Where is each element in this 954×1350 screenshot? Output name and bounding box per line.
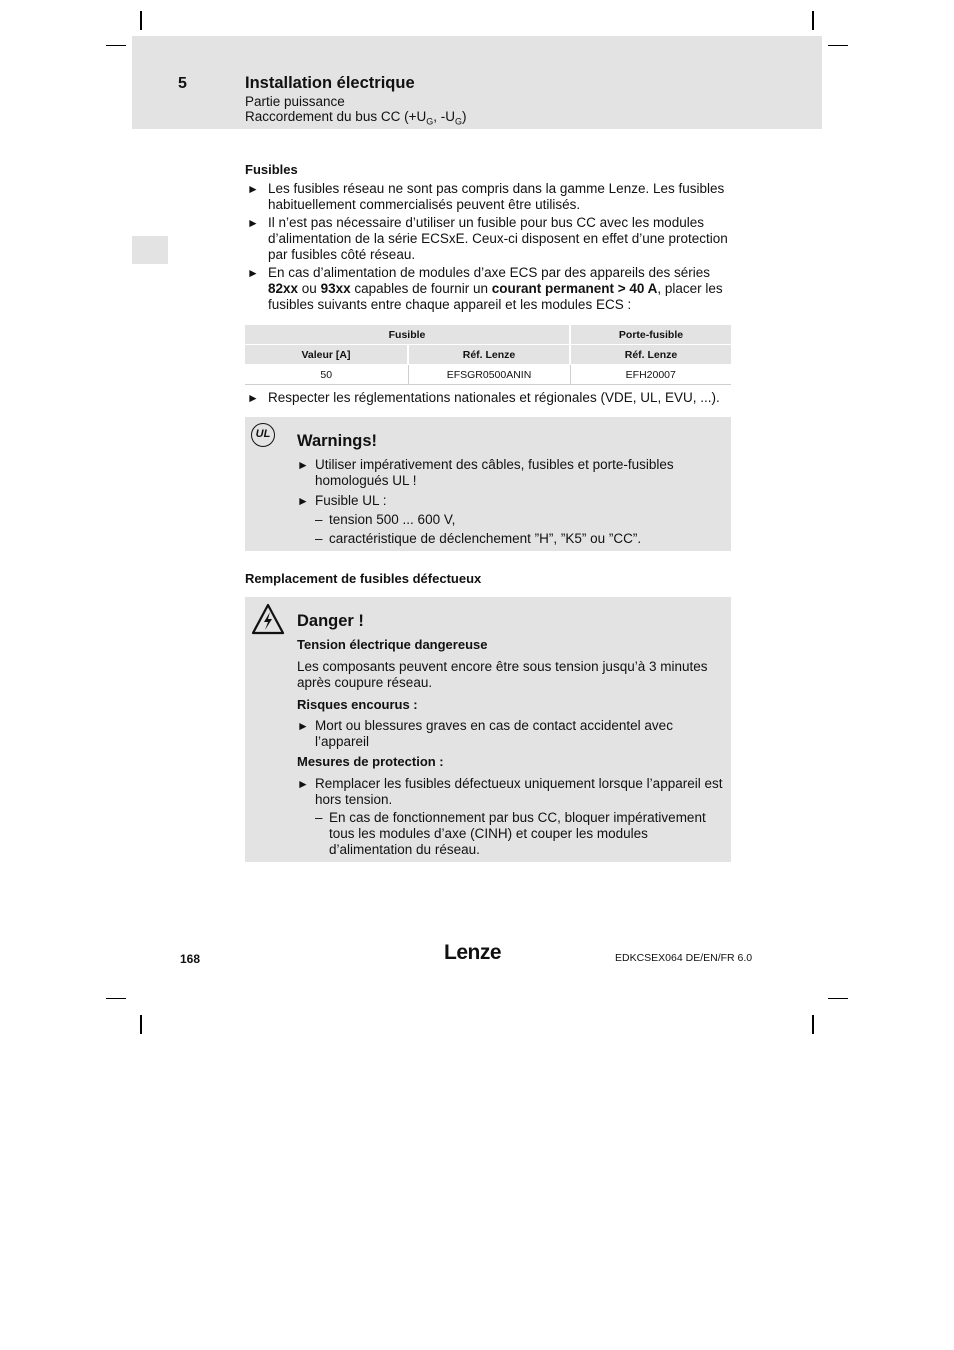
bullet-arrow-icon: ► (247, 391, 259, 405)
list-subitem: – caractéristique de déclenchement ”H”, ”K5” ou ”CC”. (315, 531, 642, 546)
crop-mark (828, 998, 848, 999)
lenze-logo: Lenze (444, 941, 502, 964)
list-item: ► Mort ou blessures graves en cas de contact accidentel avec l’appareil (297, 718, 673, 749)
list-item: ► En cas d’alimentation de modules d’axe ECS par des appareils des séries 82xx ou 93xx capables de fournir un courant permanent > 40 A, placer les fusibles suivants entre chaque appareil et les modules ECS : (247, 265, 723, 312)
fusibles-list-2 (245, 390, 731, 408)
table-cell: 50 (245, 365, 408, 385)
fusibles-heading: Fusibles (245, 162, 298, 177)
warnings-content (297, 457, 727, 550)
header-band (132, 36, 822, 129)
crop-mark (106, 45, 126, 46)
remplacement-heading: Remplacement de fusibles défectueux (245, 571, 482, 586)
bullet-arrow-icon: ► (247, 216, 259, 230)
fuse-table (245, 325, 731, 385)
bullet-arrow-icon: ► (297, 494, 309, 508)
crop-mark (140, 1015, 142, 1034)
chapter-side-tab (132, 236, 168, 264)
table-cell: EFSGR0500ANIN (408, 365, 570, 385)
danger-subtitle: Tension électrique dangereuse (297, 637, 488, 652)
table-col-header: Réf. Lenze (570, 345, 731, 365)
warnings-title: Warnings! (297, 432, 378, 450)
danger-content (297, 637, 727, 861)
electric-hazard-icon (251, 603, 285, 635)
table-col-header: Valeur [A] (245, 345, 408, 365)
list-subitem: – tension 500 ... 600 V, (315, 512, 456, 527)
list-item: ► Respecter les réglementations nationales et régionales (VDE, UL, EVU, ...). (247, 390, 720, 405)
list-item: ► Il n’est pas nécessaire d’utiliser un fusible pour bus CC avec les modules d’alimentation de la série ECSxE. Ceux-ci disposent en effet d’une protection par fusibles côté réseau. (247, 215, 728, 262)
list-subitem: – En cas de fonctionnement par bus CC, bloquer impérativement tous les modules d’axe (CINH) et couper les modules d’alimentation du réseau. (315, 810, 706, 857)
danger-text: Les composants peuvent encore être sous tension jusqu’à 3 minutes après coupure réseau. (297, 659, 708, 690)
table-group-header: Fusible (245, 325, 570, 345)
table-group-header: Porte-fusible (570, 325, 731, 345)
risques-label: Risques encourus : (297, 697, 418, 712)
bullet-arrow-icon: ► (297, 719, 309, 733)
crop-mark (812, 1015, 814, 1034)
mesures-label: Mesures de protection : (297, 754, 444, 769)
table-row (245, 365, 731, 385)
section-subtitle: Partie puissance (245, 94, 345, 109)
danger-title: Danger ! (297, 612, 364, 630)
document-reference: EDKCSEX064 DE/EN/FR 6.0 (615, 952, 753, 964)
list-item: ► Les fusibles réseau ne sont pas compris dans la gamme Lenze. Les fusibles habituellement commercialisés peuvent être utilisés. (247, 181, 725, 212)
bullet-arrow-icon: ► (247, 182, 259, 196)
crop-mark (828, 45, 848, 46)
table-header-row (245, 325, 731, 345)
crop-mark (106, 998, 126, 999)
fusibles-list (245, 181, 731, 315)
list-item: ► Remplacer les fusibles défectueux uniquement lorsque l’appareil est hors tension. (297, 776, 723, 807)
bullet-arrow-icon: ► (247, 266, 259, 280)
table-header-row (245, 345, 731, 365)
section-subtitle-2: Raccordement du bus CC ($+U_G$, $-U_G$) (245, 109, 467, 127)
danger-box (245, 597, 731, 862)
bullet-arrow-icon: ► (297, 458, 309, 472)
chapter-number: 5 (178, 75, 187, 92)
page-number: 168 (180, 952, 201, 966)
bullet-arrow-icon: ► (297, 777, 309, 791)
crop-mark (812, 11, 814, 30)
ul-icon: UL (251, 423, 275, 447)
list-item: ► Fusible UL : (297, 493, 387, 508)
table-cell: EFH20007 (570, 365, 731, 385)
crop-mark (140, 11, 142, 30)
list-item: ► Utiliser impérativement des câbles, fusibles et porte-fusibles homologués UL ! (297, 457, 674, 488)
warnings-box (245, 417, 731, 551)
table-col-header: Réf. Lenze (408, 345, 570, 365)
chapter-title: Installation électrique (245, 74, 415, 92)
